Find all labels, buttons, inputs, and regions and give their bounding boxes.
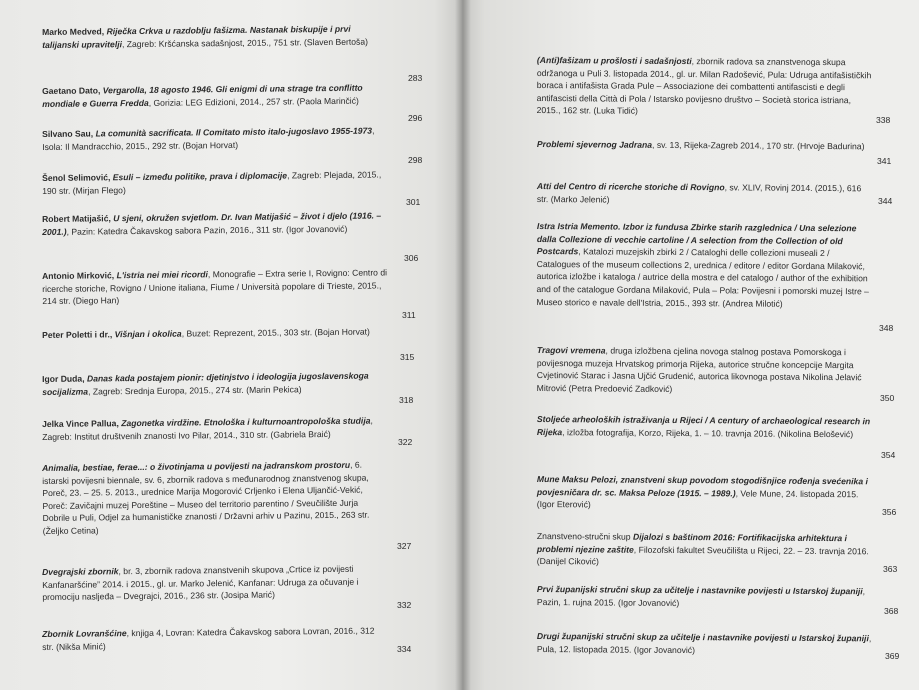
toc-entry [42,266,387,307]
page-number: 344 [878,196,893,206]
entry-details: , Buzet: Reprezent, 2015., 303 str. (Bojan Horvat) [181,326,370,339]
toc-entry [42,414,387,443]
entry-details: , sv. XLIV, Rovinj 2014. (2015.), 616 str. (Marko Jelenić) [536,182,862,205]
entry-details: , Katalozi muzejskih zbirki 2 / Cataloghi delle collezioni museali 2 / Catalogues of the museum collections 2, urednica / editore / editor Gordana Milaković, autorica izložbe i kataloga / autrice della mostra e del catalogo / author of the exhibition and of the catalogue Gordana Milaković, Pula – Pola: Povijesni i pomorski muzej Istre – Museo storico e navale dell'Istria, 2015., 393 str. (Andrea Milotić) [536,246,870,309]
entry-title: Istra Istria Memento. Izbor iz fundusa Zbirke starih razglednica / Una selezione dalla Collezione di vecchie cartoline / A selection from the Collection of old Postcards [536,220,857,257]
toc-entry [537,473,872,513]
entry-details: , Vele Mune, 24. listopada 2015. (Igor Eterović) [536,487,859,510]
page-number: 332 [397,600,412,610]
entry-title: L'istria nei miei ricordi [116,269,208,281]
page-number: 363 [883,564,898,574]
entry-title: La comunità sacrificata. Il Comitato misto italo-jugoslavo 1955-1973 [95,125,373,139]
toc-entry [42,168,387,197]
entry-details: , 6. istarski povijesni biennale, sv. 6, zbornik radova s međunarodnog znanstvenog skupa, Poreč, 23. – 25. 5. 2013., urednice Marija Mogorović Crljenko i Elena Uljančić-Vekić, Poreč: Zavičajni muzej Poreštine – Museo del territorio parentino / Sveučilište Jurja Dobrile u Puli, Odjel za humanističke znanosti / Državni arhiv u Pazinu, 2015., 263 str. (Željko Cetina) [42,459,370,536]
entry-title: Zbornik Lovranšćine [42,628,127,639]
page-number: 354 [881,450,896,460]
entry-title: Dijalozi s baštinom 2016: Fortifikacijska arhitektura i problemi njezine zaštite [536,531,847,555]
page-number: 368 [884,606,899,616]
entry-title: Stoljeće arheoloških istraživanja u Rijeci / A century of archaeological research in Rijeka [536,413,871,437]
entry-author: Marko Medved, [42,26,107,37]
entry-title: Atti del Centro di ricerche storiche di Rovigno [536,180,725,193]
entry-details: , Isola: Il Mandracchio, 2015., 292 str. (Bojan Horvat) [42,125,375,152]
page-number: 322 [398,437,413,447]
entry-title: Esuli – između politike, prava i diplomacije [112,170,288,183]
entry-details: , druga izložbena cjelina novoga stalnog postava Pomorskoga i povijesnoga muzeja Hrvatskog primorja Rijeka, autorice stručne koncepcije Margita Cvjetinović Starac i Jasna Ujčić Grudenić, autorica likovnoga postava Nikolina Jelavić Mitrović (Petra Predoević Zadković) [536,345,862,394]
toc-entry [42,369,387,398]
entry-author: Šenol Selimović, [42,172,113,183]
page-number: 298 [408,155,423,165]
entry-title: Dvegrajski zbornik [42,566,119,577]
toc-entry [537,630,872,658]
entry-details: , izložba fotografija, Korzo, Rijeka, 1. – 10. travnja 2016. (Nikolina Belošević) [562,426,854,439]
entry-details: , Zagreb: Srednja Europa, 2015., 274 str. (Marin Pekica) [87,383,302,397]
entry-author: Robert Matijašić, [42,213,114,224]
entry-title: (Anti)fašizam u prošlosti i sadašnjosti [536,54,692,67]
page-number: 318 [399,395,414,405]
toc-entry [42,81,387,110]
entry-title: Drugi županijski stručni skup za učitelje i nastavnike povijesti u Istarskoj županiji [536,631,869,644]
page-number: 306 [404,253,419,263]
entry-author: Peter Poletti i dr., [42,329,115,340]
entry-author: Igor Duda, [42,373,88,384]
entry-lead: Znanstveno-stručni skup [536,531,634,542]
toc-entry [537,583,872,611]
toc-entry [42,562,387,603]
page-number: 311 [402,310,416,320]
page-number: 296 [408,113,423,123]
toc-entry [537,180,872,208]
page-number: 301 [406,197,421,207]
page-number: 327 [397,541,412,551]
toc-entry [537,138,872,153]
entry-title: Zagonetka virdžine. Etnološka i kulturnoantropološka studija [121,415,371,429]
toc-entry [42,458,388,537]
page-number: 350 [880,393,895,403]
entry-details: , Zagreb: Kršćanska sadašnjost, 2015., 751 str. (Slaven Bertoša) [121,36,369,49]
entry-details: , knjiga 4, Lovran: Katedra Čakavskog sabora Lovran, 2016., 312 str. (Nikša Minić) [42,625,375,652]
entry-author: Antonio Mirković, [42,270,117,281]
entry-details: , Pazin, 1. rujna 2015. (Igor Jovanović) [536,586,866,608]
entry-author: Silvano Sau, [42,128,96,139]
book-gutter [455,0,471,690]
toc-entry [42,124,387,153]
entry-details: , Pula, 12. listopada 2015. (Igor Jovanović) [536,633,872,655]
entry-author: Gaetano Dato, [42,85,103,96]
entry-title: Tragovi vremena [536,344,606,356]
right-page [462,0,919,690]
entry-details: , zbornik radova sa znanstvenoga skupa održanoga u Puli 3. listopada 2014., gl. ur. Milan Radošević, Pula: Udruga antifašističkih boraca i antifašista Grada Pule – Associazione dei combattenti antifascisti e degli antifascisti della Città di Pola / Istarsko povijesno društvo – Società storica istriana, 2015., 162 str. (Luka Tidić) [536,56,872,117]
page-number: 283 [408,73,423,83]
entry-details: , Pazin: Katedra Čakavskog sabora Pazin, 2016., 311 str. (Igor Jovanović) [66,223,348,237]
entry-title: Vergarolla, 18 agosto 1946. Gli enigmi di una strage tra conflitto mondiale e Guerra Fredda [42,82,363,109]
entry-title: Prvi županijski stručni skup za učitelje i nastavnike povijesti u Istarskoj županiji [536,584,863,597]
entry-details: , Zagreb: Institut društvenih znanosti Ivo Pilar, 2014., 310 str. (Gabriela Braić) [42,415,373,442]
page-number: 356 [882,507,897,517]
toc-entry [42,209,387,238]
entry-details: , Monografie – Extra serie I, Rovigno: Centro di ricerche storiche, Rovigno / Unione italiana, Fiume / Università popolare di Trieste, 2015., 214 str. (Diego Han) [42,267,388,307]
toc-entry [536,220,872,310]
toc-entry [537,344,872,397]
page-number: 338 [876,115,891,125]
entry-details: , br. 3, zbornik radova znanstvenih skupova „Crtice iz povijesti Kanfanaršćine” 2014. i 2015., gl. ur. Marko Jelenić, Kanfanar: Udruga za očuvanje i promociju nasljeđa – Dvegrajci, 2016., 236 str. (Josipa Marić) [42,563,359,603]
entry-title: Riječka Crkva u razdoblju fašizma. Nastanak biskupije i prvi talijanski upravitelji [42,23,351,50]
toc-entry [537,54,872,119]
entry-details: , Zagreb: Plejada, 2015., 190 str. (Mirjan Flego) [42,169,382,196]
entry-title: Danas kada postajem pionir: djetinjstvo i ideologija jugoslavenskoga socijalizma [42,370,369,397]
page-number: 334 [397,644,412,654]
page-number: 369 [885,651,900,661]
page-number: 315 [400,352,415,362]
page-number: 348 [879,323,894,333]
entry-title: Problemi sjevernog Jadrana [536,138,653,150]
entry-title: Višnjan i okolica [114,328,182,340]
toc-entry [42,325,387,341]
entry-title: U sjeni, okružen svjetlom. Dr. Ivan Matijašić – život i djelo (1916. – 2001.) [42,210,382,237]
entry-details: , Gorizia: LEG Edizioni, 2014., 257 str. (Paola Marinčić) [148,95,359,108]
entry-title: Animalia, bestiae, ferae...: o životinjama u povijesti na jadranskom prostoru [42,459,351,473]
entry-title: Mune Maksu Pelozi, znanstveni skup povodom stogodišnjice rođenja svećenika i povjesničara dr. sc. Maksa Peloze (1915. – 1989.) [536,473,868,498]
toc-entry [42,22,387,51]
page-number: 341 [877,156,892,166]
toc-entry [537,530,872,570]
toc-entry [537,413,872,441]
entry-author: Jelka Vince Pallua, [42,418,122,429]
toc-entry [42,624,387,653]
entry-details: , Filozofski fakultet Sveučilišta u Rijeci, 22. – 23. travnja 2016. (Danijel Ciković) [536,544,869,567]
entry-details: , sv. 13, Rijeka-Zagreb 2014., 170 str. (Hrvoje Badurina) [652,139,865,152]
